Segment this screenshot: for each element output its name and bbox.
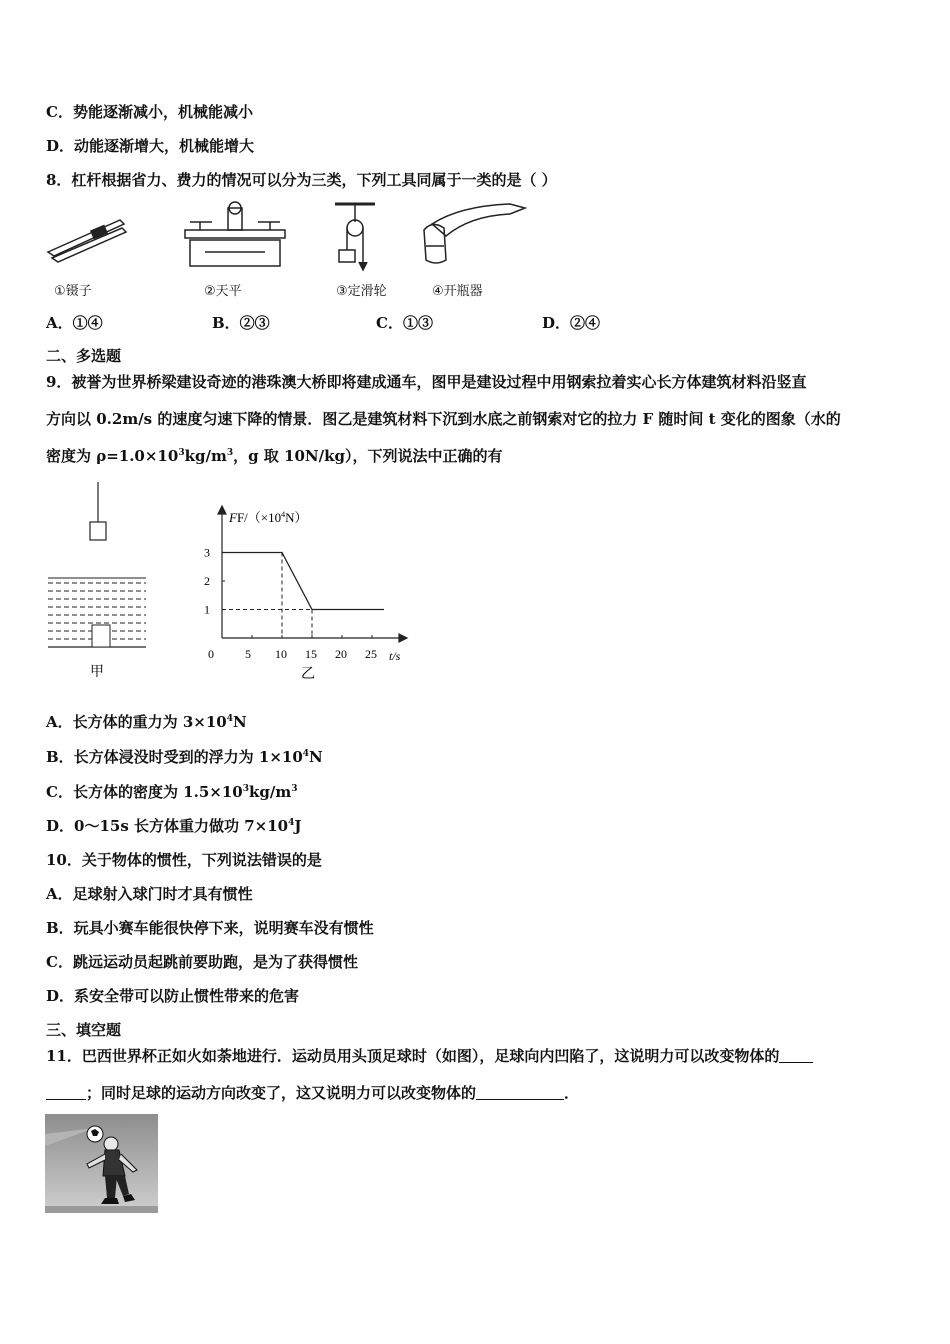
q9-option-b: B．长方体浸没时受到的浮力为 $1\times 10^4N$ bbox=[46, 748, 323, 766]
q9-stem-line2: 方向以 0.2m/s 的速度匀速下降的情景．图乙是建筑材料下沉到水底之前钢索对它的拉力 F 随时间 t 变化的图象（水的 bbox=[46, 410, 841, 428]
q11-blank-2[interactable] bbox=[476, 1085, 564, 1100]
q11-blank-1a[interactable] bbox=[779, 1048, 813, 1063]
x-tick-label: 0 bbox=[208, 647, 214, 661]
y-axis-label: $FF/(\times 10^4N)$ bbox=[229, 510, 308, 525]
q11-line2: ；同时足球的运动方向改变了，这又说明力可以改变物体的 ． bbox=[46, 1083, 579, 1103]
q10-stem: 10．关于物体的惯性，下列说法错误的是 bbox=[46, 851, 322, 869]
x-tick-label: 15 bbox=[305, 647, 317, 661]
q9-option-a: A．长方体的重力为 $3\times 10^4N$ bbox=[46, 713, 247, 731]
q10-option-d: D．系安全带可以防止惯性带来的危害 bbox=[46, 987, 300, 1005]
q11-line1: 11．巴西世界杯正如火如荼地进行．运动员用头顶足球时（如图），足球向内凹陷了，这说明力可以改变物体的 bbox=[46, 1046, 813, 1066]
q8-tools-drawing bbox=[40, 200, 540, 280]
y-tick-label: 3 bbox=[204, 545, 210, 560]
tool-caption-pulley: ③定滑轮 bbox=[336, 284, 387, 299]
q8-option-c: C．①③ bbox=[376, 314, 433, 332]
q9-stem-line3: 密度为 $\rho=1.0\times 10^3kg/m^3$，g 取 10N/kg），下列说法中正确的有 bbox=[46, 447, 503, 465]
section-title-multi-choice: 二、多选题 bbox=[46, 347, 122, 365]
figure-jia bbox=[40, 478, 160, 688]
q8-stem: 8．杠杆根据省力、费力的情况可以分为三类，下列工具同属于一类的是（ ） bbox=[46, 171, 557, 189]
soccer-header-photo bbox=[45, 1114, 158, 1213]
q8-option-a: A．①④ bbox=[46, 314, 103, 332]
figure-yi-chart bbox=[195, 500, 415, 690]
q7-option-d: D．动能逐渐增大，机械能增大 bbox=[46, 137, 255, 155]
q9-option-c: C．长方体的密度为 $1.5\times 10^3kg/m^3$ bbox=[46, 783, 298, 801]
q10-option-b: B．玩具小赛车能很快停下来，说明赛车没有惯性 bbox=[46, 919, 374, 937]
y-tick-label: 1 bbox=[204, 602, 210, 617]
x-tick-label: 10 bbox=[275, 647, 287, 661]
tool-caption-balance: ②天平 bbox=[204, 284, 242, 299]
force-time-line bbox=[222, 553, 384, 610]
x-tick-label: 25 bbox=[365, 647, 377, 661]
balance-icon bbox=[185, 202, 285, 266]
q7-option-c: C．势能逐渐减小，机械能减小 bbox=[46, 103, 253, 121]
bottle-opener-icon bbox=[424, 204, 525, 263]
q10-option-a: A．足球射入球门时才具有惯性 bbox=[46, 885, 253, 903]
block-hanging bbox=[90, 522, 106, 540]
water-tank bbox=[48, 578, 146, 647]
x-tick-label: 20 bbox=[335, 647, 347, 661]
q8-option-b: B．②③ bbox=[212, 314, 270, 332]
section-title-fill-in: 三、填空题 bbox=[46, 1021, 122, 1039]
tool-caption-opener: ④开瓶器 bbox=[432, 284, 483, 299]
x-tick-label: 5 bbox=[245, 647, 251, 661]
q9-option-d: D．0～15s 长方体重力做功 $7\times 10^4J$ bbox=[46, 817, 302, 835]
y-axis-arrow bbox=[218, 506, 226, 514]
chart-title: 乙 bbox=[301, 667, 315, 682]
q10-option-c: C．跳远运动员起跳前要助跑，是为了获得惯性 bbox=[46, 953, 358, 971]
q9-stem-line1: 9．被誉为世界桥梁建设奇迹的港珠澳大桥即将建成通车，图甲是建设过程中用钢索拉着实心长方体建筑材料沿竖直 bbox=[46, 373, 807, 391]
tool-caption-tweezers: ①镊子 bbox=[54, 284, 92, 299]
x-axis-label: t/s bbox=[389, 649, 401, 663]
fixed-pulley-icon bbox=[335, 204, 375, 270]
y-tick-label: 2 bbox=[204, 574, 210, 588]
figure-jia-label: 甲 bbox=[90, 665, 104, 680]
tweezers-icon bbox=[48, 220, 126, 262]
q8-option-d: D．②④ bbox=[542, 314, 601, 332]
x-axis-arrow bbox=[399, 634, 407, 642]
q8-tools-figure bbox=[40, 200, 540, 300]
q11-blank-1b[interactable] bbox=[46, 1085, 86, 1100]
